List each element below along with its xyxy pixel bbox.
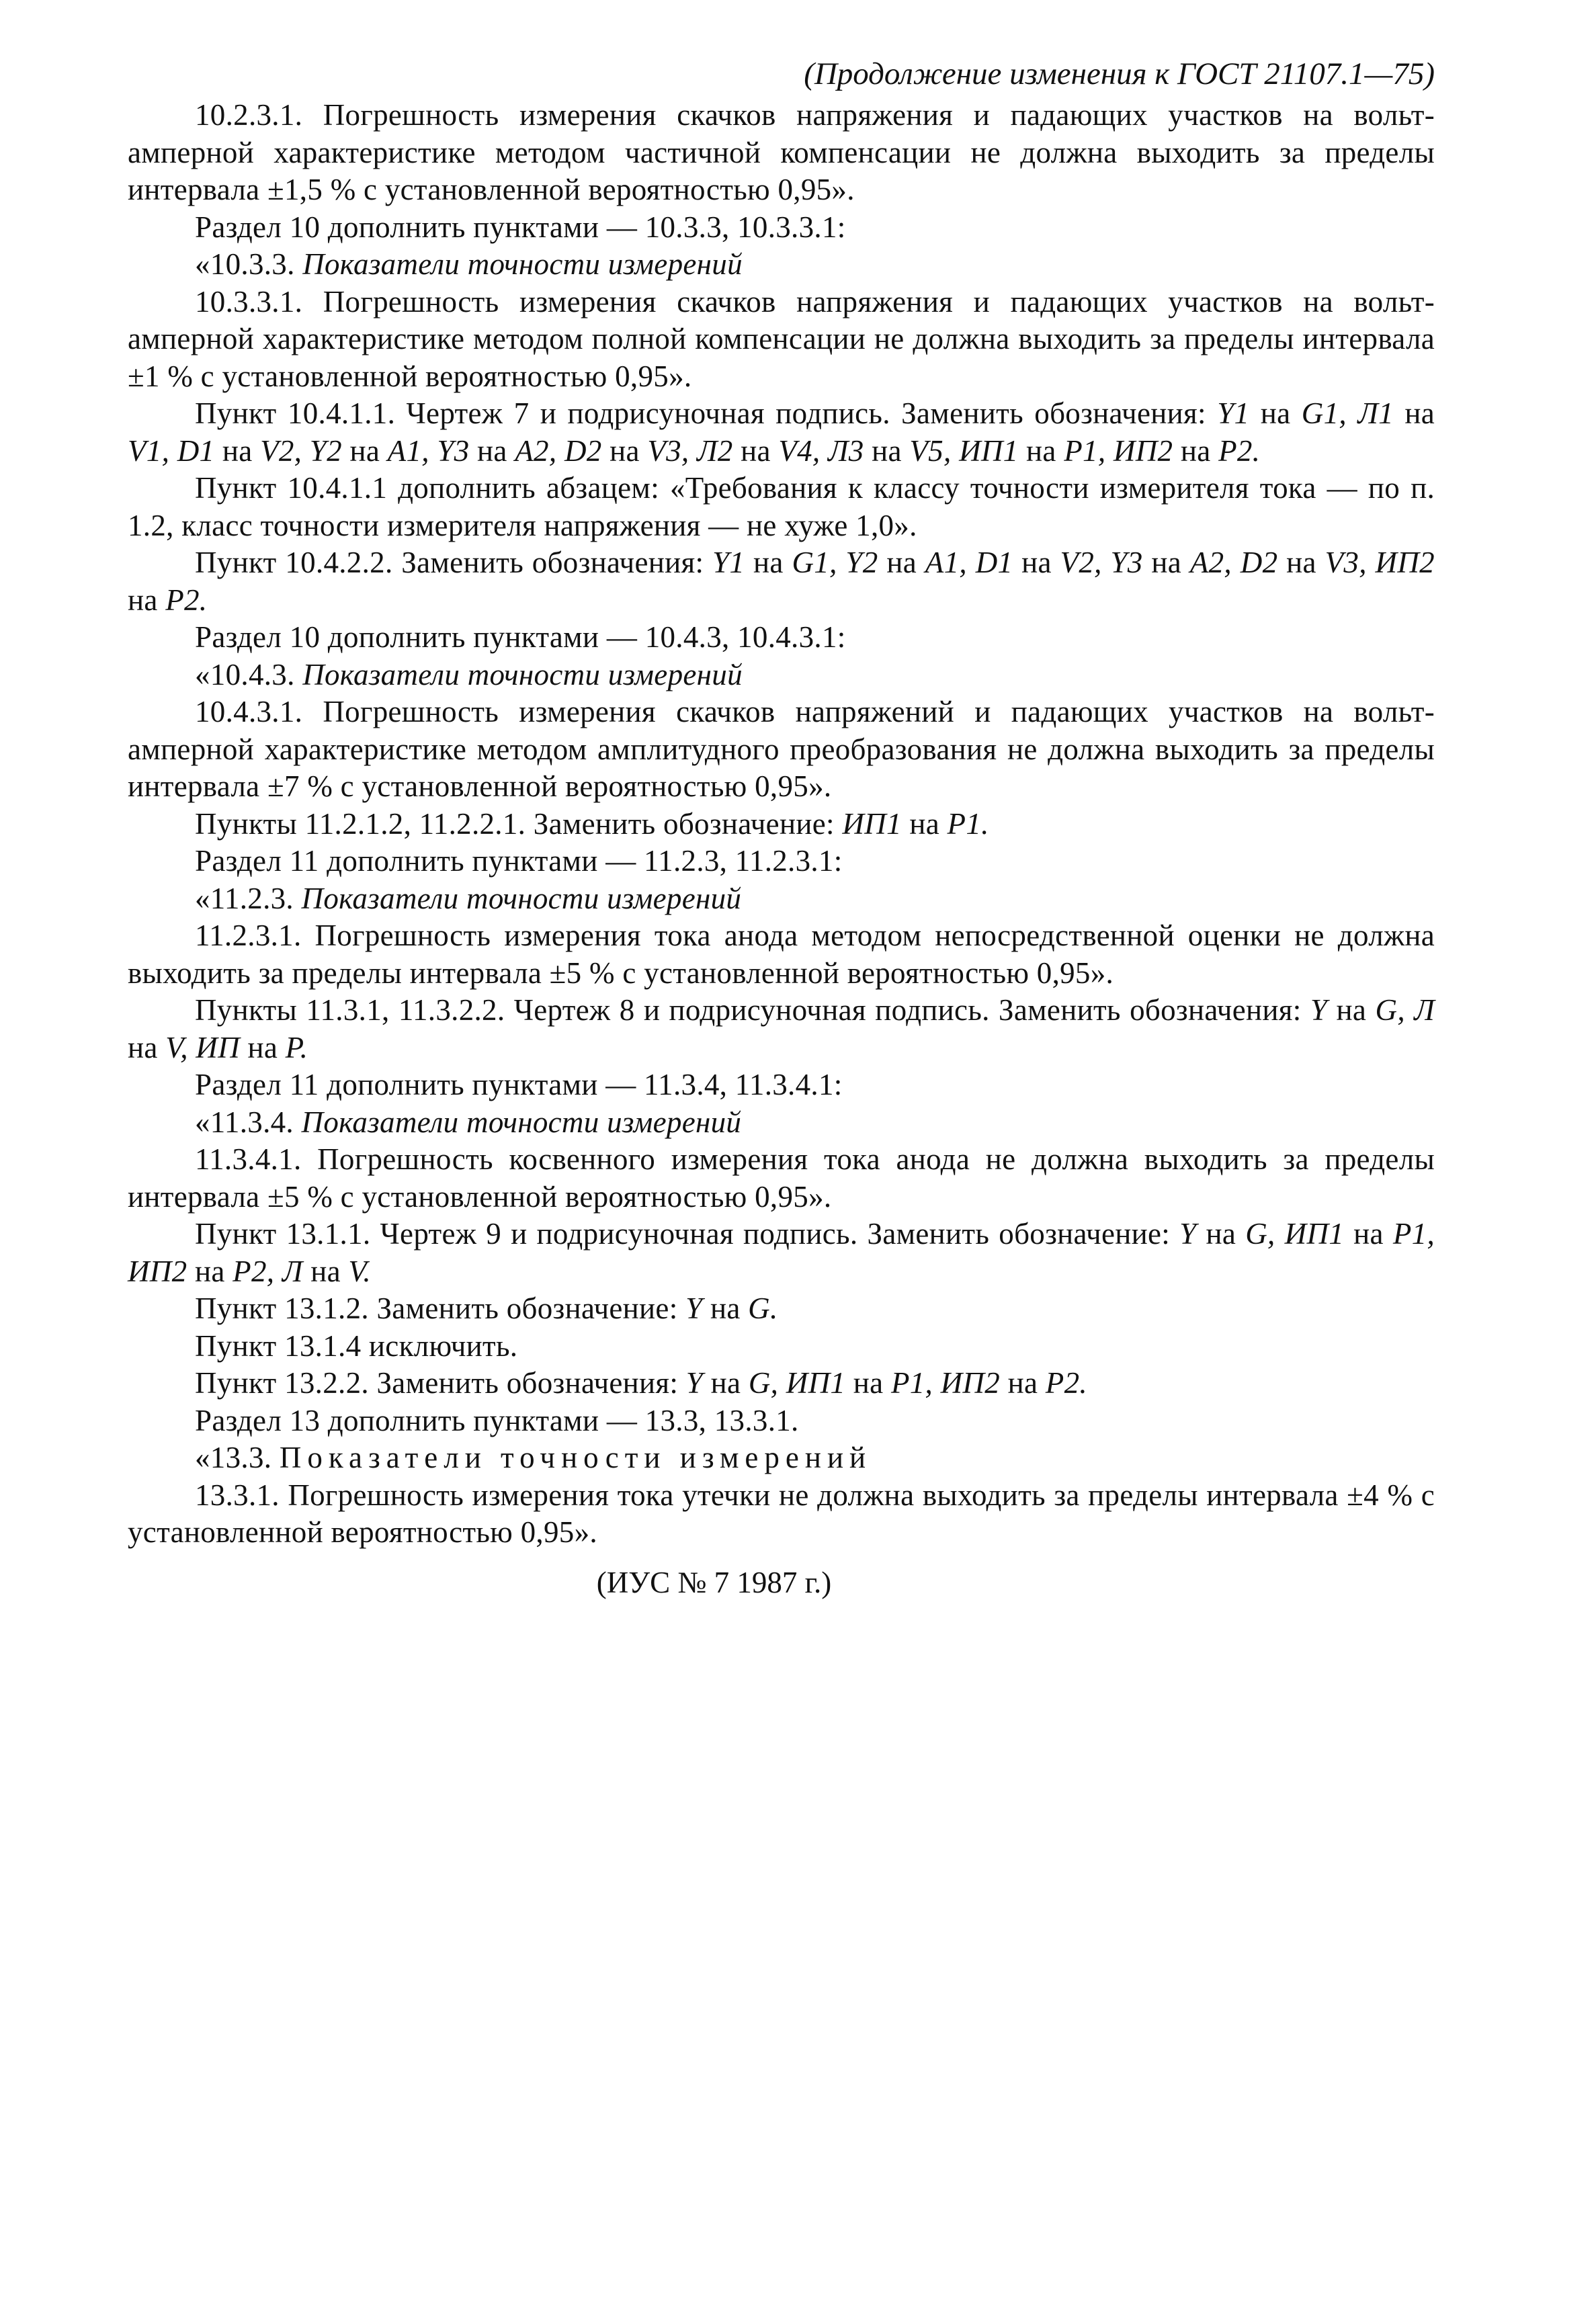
paragraph: 11.2.3.1. Погрешность измерения тока анода методом непосредственной оценки не должна выходить за пределы интервала ±5 % с установленной вероятностью 0,95».	[128, 919, 1435, 990]
paragraph: Пункт 10.4.2.2. Заменить обозначения: Y1 на G1, Y2 на A1, D1 на V2, Y3 на A2, D2 на V3, ИП2 на P2.	[128, 546, 1435, 617]
paragraph: Пункт 13.1.2. Заменить обозначение: Y на G.	[195, 1292, 778, 1325]
document-page	[128, 54, 1435, 1603]
section-heading: «11.3.4. Показатели точности измерений	[195, 1105, 742, 1139]
section-heading: «10.4.3. Показатели точности измерений	[195, 657, 743, 691]
paragraph: Пункт 13.2.2. Заменить обозначения: Y на G, ИП1 на P1, ИП2 на P2.	[195, 1366, 1087, 1400]
paragraph: Пункт 10.4.1.1 дополнить абзацем: «Требования к классу точности измерителя тока — по п. 1.2, класс точности измерителя напряжения — не хуже 1,0».	[128, 471, 1435, 542]
paragraph: Раздел 11 дополнить пунктами — 11.2.3, 11.2.3.1:	[195, 844, 843, 878]
paragraph: 11.3.4.1. Погрешность косвенного измерения тока анода не должна выходить за пределы интервала ±5 % с установленной вероятностью 0,95».	[128, 1142, 1435, 1214]
section-heading: «13.3. Показатели точности измерений	[195, 1441, 872, 1474]
paragraph: Пункты 11.2.1.2, 11.2.2.1. Заменить обозначение: ИП1 на P1.	[195, 806, 989, 841]
section-heading: «11.2.3. Показатели точности измерений	[195, 881, 742, 915]
paragraph: 10.2.3.1. Погрешность измерения скачков напряжения и падающих участков на вольт-амперной характеристике методом частичной компенсации не должна выходить за пределы интервала ±1,5 % с установленной вероятностью 0,95».	[128, 98, 1435, 206]
paragraph: Пункт 10.4.1.1. Чертеж 7 и подрисуночная подпись. Заменить обозначения: Y1 на G1, Л1 на V1, D1 на V2, Y2 на A1, Y3 на A2, D2 на V3, Л2 на V4, Л3 на V5, ИП1 на P1, ИП2 на P2.	[128, 396, 1435, 468]
document-body	[128, 97, 1435, 1552]
section-heading: «10.3.3. Показатели точности измерений	[195, 247, 743, 281]
paragraph: 10.4.3.1. Погрешность измерения скачков напряжений и падающих участков на вольт-амперной характеристике методом амплитудного преобразования не должна выходить за пределы интервала ±7 % с установленной вероятностью 0,95».	[128, 695, 1435, 803]
paragraph: Раздел 10 дополнить пунктами — 10.3.3, 10.3.3.1:	[195, 210, 846, 244]
paragraph: Пункт 13.1.1. Чертеж 9 и подрисуночная подпись. Заменить обозначение: Y на G, ИП1 на P1, ИП2 на P2, Л на V.	[128, 1217, 1435, 1288]
paragraph: Раздел 13 дополнить пунктами — 13.3, 13.3.1.	[195, 1403, 799, 1437]
paragraph: Пункт 13.1.4 исключить.	[195, 1328, 518, 1363]
source-reference: (ИУС № 7 1987 г.)	[596, 1565, 832, 1599]
paragraph: Пункты 11.3.1, 11.3.2.2. Чертеж 8 и подрисуночная подпись. Заменить обозначения: Y на G, Л на V, ИП на P.	[128, 993, 1435, 1064]
paragraph: 13.3.1. Погрешность измерения тока утечки не должна выходить за пределы интервала ±4 % с установленной вероятностью 0,95».	[128, 1478, 1435, 1549]
paragraph: Раздел 10 дополнить пунктами — 10.4.3, 10.4.3.1:	[195, 620, 846, 654]
paragraph: 10.3.3.1. Погрешность измерения скачков напряжения и падающих участков на вольт-амперной характеристике методом полной компенсации не должна выходить за пределы интервала ±1 % с установленной вероятностью 0,95».	[128, 284, 1435, 393]
page-header: (Продолжение изменения к ГОСТ 21107.1—75)	[804, 56, 1435, 91]
paragraph: Раздел 11 дополнить пунктами — 11.3.4, 11.3.4.1:	[195, 1068, 843, 1101]
